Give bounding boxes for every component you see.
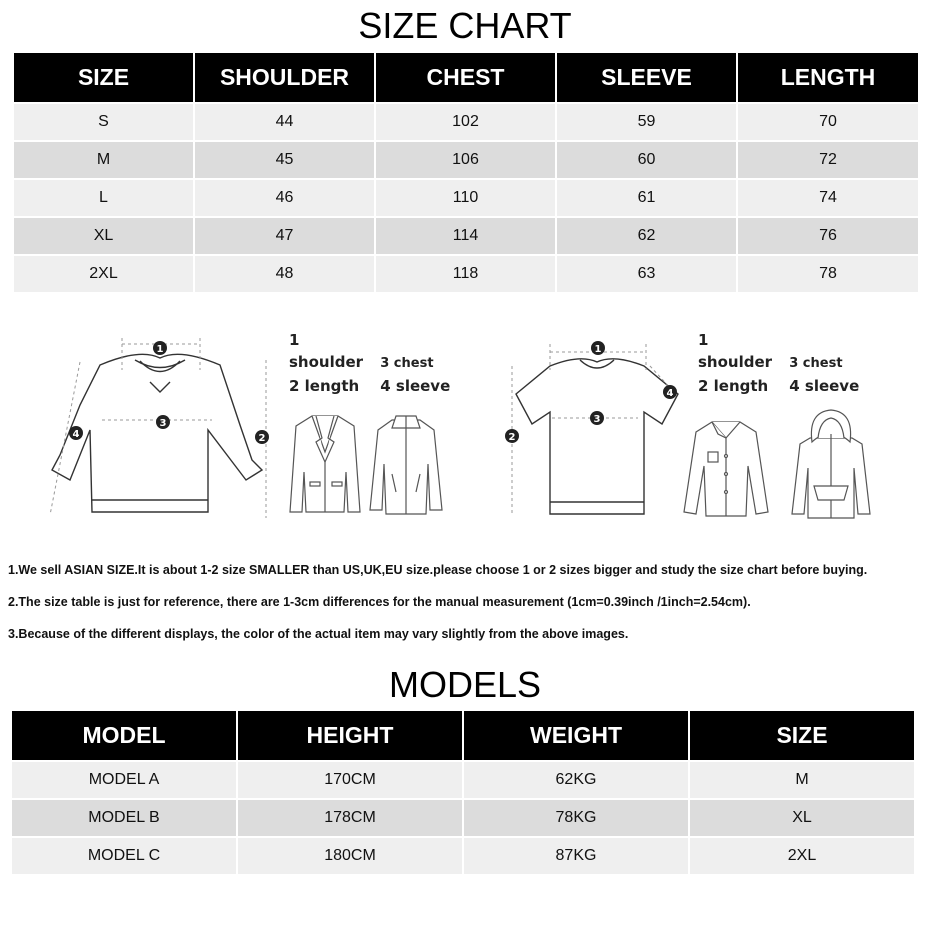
marker-4-icon <box>69 426 83 440</box>
size-chart-title: SIZE CHART <box>358 5 572 46</box>
svg-text:2: 2 <box>258 433 266 444</box>
cell-sleeve: 61 <box>557 180 736 216</box>
cell-length: 78 <box>738 256 918 292</box>
blazer-icon <box>286 412 364 518</box>
table-row <box>14 180 918 216</box>
left-measurement-legend <box>289 329 466 397</box>
cell-sleeve: 60 <box>557 142 736 178</box>
header-sleeve: SLEEVE <box>557 53 736 102</box>
svg-text:1: 1 <box>594 344 602 355</box>
note-measurement-difference: 2.The size table is just for reference, there are 1-3cm differences for the manual measurement (1cm=0.39inch /1inch=2.54cm). <box>8 595 751 609</box>
hoodie-icon <box>790 408 872 520</box>
legend-shoulder: 1 shoulder <box>698 331 773 371</box>
cell-sleeve: 59 <box>557 104 736 140</box>
cell-length: 70 <box>738 104 918 140</box>
cell-shoulder: 45 <box>195 142 374 178</box>
cell-weight: 87KG <box>464 838 688 874</box>
cell-size: L <box>14 180 193 216</box>
table-row <box>14 218 918 254</box>
table-row <box>12 762 914 798</box>
header-weight: WEIGHT <box>464 711 688 760</box>
cell-sleeve: 62 <box>557 218 736 254</box>
svg-text:3: 3 <box>159 418 167 429</box>
svg-text:4: 4 <box>666 388 674 399</box>
cell-length: 74 <box>738 180 918 216</box>
size-chart-header-row <box>14 53 918 102</box>
table-row <box>12 800 914 836</box>
cell-size: XL <box>14 218 193 254</box>
size-chart-table <box>12 51 920 294</box>
models-header-row <box>12 711 914 760</box>
cell-size: M <box>14 142 193 178</box>
cell-weight: 78KG <box>464 800 688 836</box>
marker-1-icon <box>153 341 167 355</box>
cell-height: 180CM <box>238 838 462 874</box>
cell-length: 76 <box>738 218 918 254</box>
cell-size: XL <box>690 800 914 836</box>
legend-chest: 3 chest <box>380 356 434 371</box>
table-row <box>14 104 918 140</box>
note-asian-size: 1.We sell ASIAN SIZE.It is about 1-2 size SMALLER than US,UK,EU size.please choose 1 or 2 sizes bigger and study the size chart before buying. <box>8 563 868 577</box>
cell-height: 170CM <box>238 762 462 798</box>
note-color-difference: 3.Because of the different displays, the color of the actual item may vary slightly from the above images. <box>8 627 629 641</box>
marker-3-icon <box>156 415 170 429</box>
models-table <box>10 709 916 876</box>
cell-length: 72 <box>738 142 918 178</box>
cell-chest: 110 <box>376 180 555 216</box>
marker-3-icon <box>590 411 604 425</box>
cell-chest: 114 <box>376 218 555 254</box>
header-shoulder: SHOULDER <box>195 53 374 102</box>
header-chest: CHEST <box>376 53 555 102</box>
cell-model: MODEL C <box>12 838 236 874</box>
cell-size: 2XL <box>14 256 193 292</box>
svg-text:4: 4 <box>72 429 80 440</box>
legend-shoulder: 1 shoulder <box>289 331 364 371</box>
cell-weight: 62KG <box>464 762 688 798</box>
legend-length: 2 length <box>698 377 769 395</box>
header-size: SIZE <box>14 53 193 102</box>
legend-chest: 3 chest <box>789 356 843 371</box>
cell-model: MODEL A <box>12 762 236 798</box>
tshirt-measurement-diagram <box>500 330 690 525</box>
cell-height: 178CM <box>238 800 462 836</box>
marker-2-icon <box>505 429 519 443</box>
cell-size: M <box>690 762 914 798</box>
sweater-measurement-diagram <box>40 330 280 525</box>
cell-shoulder: 48 <box>195 256 374 292</box>
svg-text:2: 2 <box>508 432 516 443</box>
marker-4-icon <box>663 385 677 399</box>
cell-chest: 118 <box>376 256 555 292</box>
marker-1-icon <box>591 341 605 355</box>
header-model: MODEL <box>12 711 236 760</box>
svg-text:3: 3 <box>593 414 601 425</box>
table-row <box>14 142 918 178</box>
cell-model: MODEL B <box>12 800 236 836</box>
cell-shoulder: 47 <box>195 218 374 254</box>
cell-chest: 106 <box>376 142 555 178</box>
header-height: HEIGHT <box>238 711 462 760</box>
table-row <box>14 256 918 292</box>
cell-shoulder: 44 <box>195 104 374 140</box>
svg-text:1: 1 <box>156 344 164 355</box>
marker-2-icon <box>255 430 269 444</box>
header-size: SIZE <box>690 711 914 760</box>
legend-sleeve: 4 sleeve <box>789 377 860 395</box>
cell-sleeve: 63 <box>557 256 736 292</box>
table-row <box>12 838 914 874</box>
legend-length: 2 length <box>289 377 360 395</box>
models-title: MODELS <box>388 664 542 705</box>
right-measurement-legend <box>698 329 875 397</box>
cell-size: S <box>14 104 193 140</box>
cell-chest: 102 <box>376 104 555 140</box>
cell-shoulder: 46 <box>195 180 374 216</box>
header-length: LENGTH <box>738 53 918 102</box>
shirt-icon <box>682 416 770 520</box>
zip-jacket-icon <box>368 414 444 518</box>
legend-sleeve: 4 sleeve <box>380 377 451 395</box>
cell-size: 2XL <box>690 838 914 874</box>
